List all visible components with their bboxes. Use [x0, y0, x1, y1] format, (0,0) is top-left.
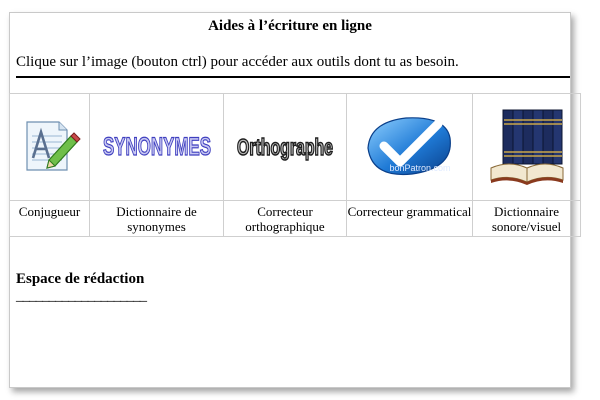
tool-label-synonymes[interactable]: Dictionnaire de synonymes [90, 201, 224, 237]
conjugator-icon [19, 116, 81, 176]
grammar-checker-link[interactable] [347, 94, 473, 201]
synonymes-icon [100, 121, 214, 171]
writing-line[interactable]: ____________________ [16, 288, 146, 304]
books-icon [489, 106, 565, 186]
orthographe-icon-text: Orthographe [237, 133, 333, 160]
writing-section-heading: Espace de rédaction [16, 271, 145, 287]
conjugator-link[interactable] [10, 94, 90, 201]
instruction-text: Clique sur l’image (bouton ctrl) pour accéder aux outils dont tu as besoin. [16, 54, 459, 70]
tools-table [9, 93, 581, 237]
orthographe-icon [233, 119, 337, 173]
synonymes-icon-text: SYNONYMES [102, 132, 211, 161]
checkmark-icon [362, 108, 458, 184]
tool-label-grammatical[interactable]: Correcteur grammatical [347, 201, 473, 237]
document-page [9, 12, 571, 388]
orthographe-link[interactable] [224, 94, 347, 201]
checkmark-icon-text: bonPatron.com [388, 162, 451, 173]
synonymes-link[interactable] [90, 94, 224, 201]
page-title: Aides à l’écriture en ligne [208, 18, 372, 34]
tool-label-dictionnaire[interactable]: Dictionnaire sonore/visuel [473, 201, 581, 237]
tool-label-conjugueur[interactable]: Conjugueur [10, 201, 90, 237]
divider-line [16, 76, 570, 78]
visual-dictionary-link[interactable] [473, 94, 581, 201]
tool-label-orthographe[interactable]: Correcteur orthographique [224, 201, 347, 237]
